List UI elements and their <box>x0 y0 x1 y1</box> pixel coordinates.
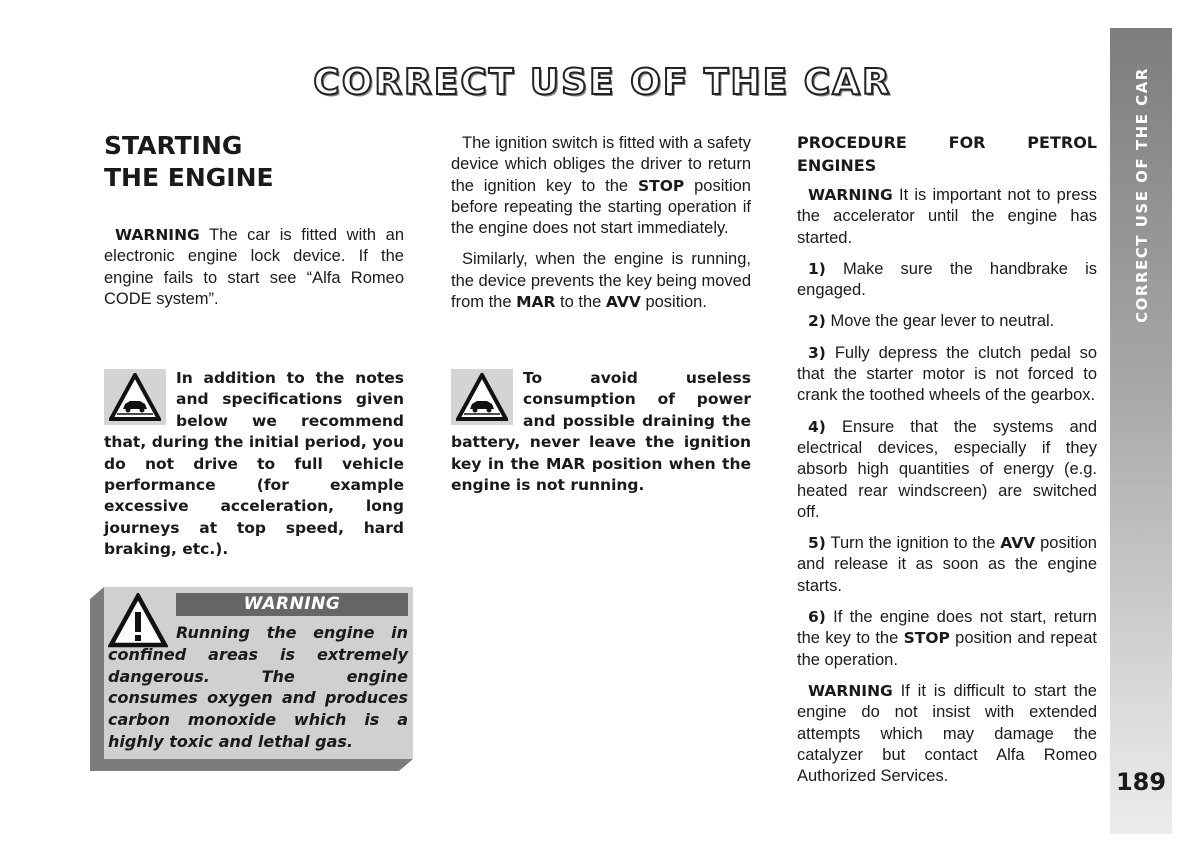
avv-keyword: AVV <box>1000 534 1036 553</box>
step-text: Fully depress the clutch pedal so that the starter motor is not forced to crank the toothed wheels of the gearbox. <box>797 343 1097 405</box>
procedure-column <box>797 131 1097 797</box>
step-number: 6) <box>808 608 826 627</box>
step-number: 1) <box>808 259 826 278</box>
procedure-step <box>797 607 1097 671</box>
car-hazard-icon <box>451 369 513 425</box>
driving-note-text: In addition to the notes and specifications given below we recommend that, during the initial period, you do not drive to full vehicle performance (for example excessive acceleration, long journeys at top speed, hard braking, etc.). <box>104 369 404 559</box>
warning-label: WARNING <box>808 186 893 204</box>
step-number: 5) <box>808 534 826 553</box>
warning-box-text <box>108 622 408 753</box>
side-tab-label: CORRECT USE OF THE CAR <box>1133 67 1151 323</box>
ignition-text-2: position before repeating the starting operation if the engine does not start immediately. <box>451 176 751 238</box>
avv-keyword: AVV <box>605 293 641 312</box>
ignition-text-1: The ignition switch is fitted with a safety device which obliges the driver to return the ignition key to the <box>451 134 751 195</box>
page-number: 189 <box>1115 768 1167 796</box>
stop-keyword: STOP <box>637 176 685 195</box>
car-hazard-icon <box>104 369 166 425</box>
device-text-2: to the <box>555 293 606 312</box>
procedure-step <box>797 311 1097 332</box>
step-number: 2) <box>808 312 826 331</box>
device-text-3: position. <box>640 293 707 312</box>
procedure-step <box>797 533 1097 597</box>
step-text: position and release it as soon as the engine starts. <box>797 534 1097 595</box>
battery-note <box>451 368 751 496</box>
warning-panel <box>90 587 413 771</box>
step-text: Make sure the handbrake is engaged. <box>797 259 1097 300</box>
step-number: 4) <box>808 417 826 436</box>
step-text: position and repeat the operation. <box>797 629 1097 669</box>
procedure-step <box>797 417 1097 523</box>
warning-text: If it is difficult to start the engine do not insist with extended attempts which may damage the catalyzer but contact Alfa Romeo Authorized Services. <box>797 681 1097 786</box>
procedure-step <box>797 259 1097 302</box>
middle-text <box>451 133 751 323</box>
device-text-1: Similarly, when the engine is running, the device prevents the key being moved from the <box>451 250 751 312</box>
mar-keyword: MAR <box>516 293 556 312</box>
section-heading <box>104 130 274 194</box>
warning-header: WARNING <box>176 593 408 616</box>
left-warning-paragraph <box>104 225 404 320</box>
procedure-step <box>797 343 1097 407</box>
page-title: CORRECT USE OF THE CAR <box>313 62 892 103</box>
warning-text: The car is fitted with an electronic engine lock device. If the engine fails to start see “Alfa Romeo CODE system”. <box>104 226 404 308</box>
battery-note-text: To avoid useless consumption of power and possible draining the battery, never leave the ignition key in the MAR position when the engine is not running. <box>451 369 751 495</box>
driving-note <box>104 368 404 561</box>
stop-keyword: STOP <box>903 629 950 648</box>
step-text: Move the gear lever to neutral. <box>825 312 1055 331</box>
warning-box-body: Running the engine in confined areas is extremely dangerous. The engine consumes oxygen and produces carbon monoxide which is a highly toxic and lethal gas. <box>108 623 408 751</box>
procedure-heading: PROCEDURE FOR PETROL ENGINES <box>797 133 1097 175</box>
warning-label: WARNING <box>808 681 893 700</box>
section-heading-line2: THE ENGINE <box>104 163 274 192</box>
section-heading-line1: STARTING <box>104 131 243 160</box>
step-text: If the engine does not start, return the key to the <box>797 608 1097 648</box>
warning-text: It is important not to press the accelerator until the engine has started. <box>797 186 1097 247</box>
step-text: Turn the ignition to the <box>825 534 1001 553</box>
warning-label: WARNING <box>115 226 200 244</box>
step-number: 3) <box>808 343 826 362</box>
step-text: Ensure that the systems and electrical devices, especially if they absorb high quantities of energy (e.g. heated rear windscreen) are switched off. <box>797 417 1097 521</box>
